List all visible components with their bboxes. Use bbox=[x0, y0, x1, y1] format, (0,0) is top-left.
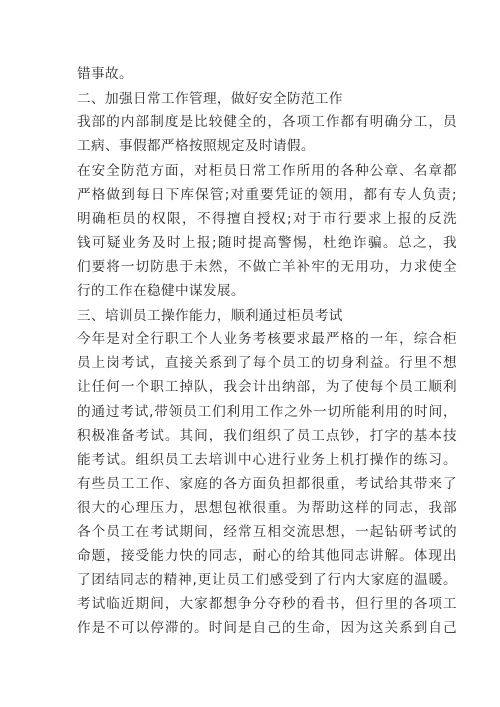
text-line-10: 行的工作在稳健中谋发展。 bbox=[77, 283, 245, 299]
text-line-6: 严格做到每日下库保管;对重要凭证的领用，都有专人负责; bbox=[77, 187, 457, 203]
text-line-3: 我部的内部制度是比较健全的，各项工作都有明确分工，员 bbox=[77, 114, 457, 130]
text-line-23: 考试临近期间，大家都想争分夺秒的看书，但行里的各项工 bbox=[77, 596, 457, 612]
text-line-15: 的通过考试,带领员工们利用工作之外一切所能利用的时间， bbox=[77, 404, 457, 420]
text-line-22: 了团结同志的精神,更让员工们感受到了行内大家庭的温暖。 bbox=[77, 572, 457, 588]
text-line-9: 们要将一切防患于未然，不做亡羊补牢的无用功，力求使全 bbox=[77, 259, 457, 275]
text-line-4: 工病、事假都严格按照规定及时请假。 bbox=[77, 138, 315, 154]
text-line-19: 很大的心理压力，思想包袱很重。为帮助这样的同志，我部 bbox=[77, 500, 457, 516]
text-line-5: 在安全防范方面，对柜员日常工作所用的各种公章、名章都 bbox=[77, 163, 457, 179]
text-line-7: 明确柜员的权限，不得擅自授权;对于市行要求上报的反洗 bbox=[77, 211, 457, 227]
text-line-20: 各个员工在考试期间，经常互相交流思想，一起钻研考试的 bbox=[77, 524, 457, 540]
text-line-13: 员上岗考试，直接关系到了每个员工的切身利益。行里不想 bbox=[77, 355, 457, 371]
text-line-18: 有些员工工作、家庭的各方面负担都很重，考试给其带来了 bbox=[77, 476, 457, 492]
text-line-12: 今年是对全行职工个人业务考核要求最严格的一年，综合柜 bbox=[77, 331, 457, 347]
section-heading-2: 二、加强日常工作管理，做好安全防范工作 bbox=[77, 91, 343, 107]
text-line-8: 钱可疑业务及时上报;随时提高警惕，杜绝诈骗。总之，我 bbox=[77, 235, 457, 251]
text-line-24: 作是不可以停滞的。时间是自己的生命，因为这关系到自己 bbox=[77, 620, 457, 636]
text-line-17: 能考试。组织员工去培训中心进行业务上机打操作的练习。 bbox=[77, 452, 457, 468]
text-line-1: 错事故。 bbox=[77, 66, 133, 82]
section-heading-3: 三、培训员工操作能力，顺利通过柜员考试 bbox=[77, 308, 343, 324]
text-line-16: 积极准备考试。其间，我们组织了员工点钞，打字的基本技 bbox=[77, 428, 457, 444]
text-line-14: 让任何一个职工掉队，我会计出纳部，为了使每个员工顺利 bbox=[77, 379, 457, 395]
text-line-21: 命题，接受能力快的同志，耐心的给其他同志讲解。体现出 bbox=[77, 548, 457, 564]
